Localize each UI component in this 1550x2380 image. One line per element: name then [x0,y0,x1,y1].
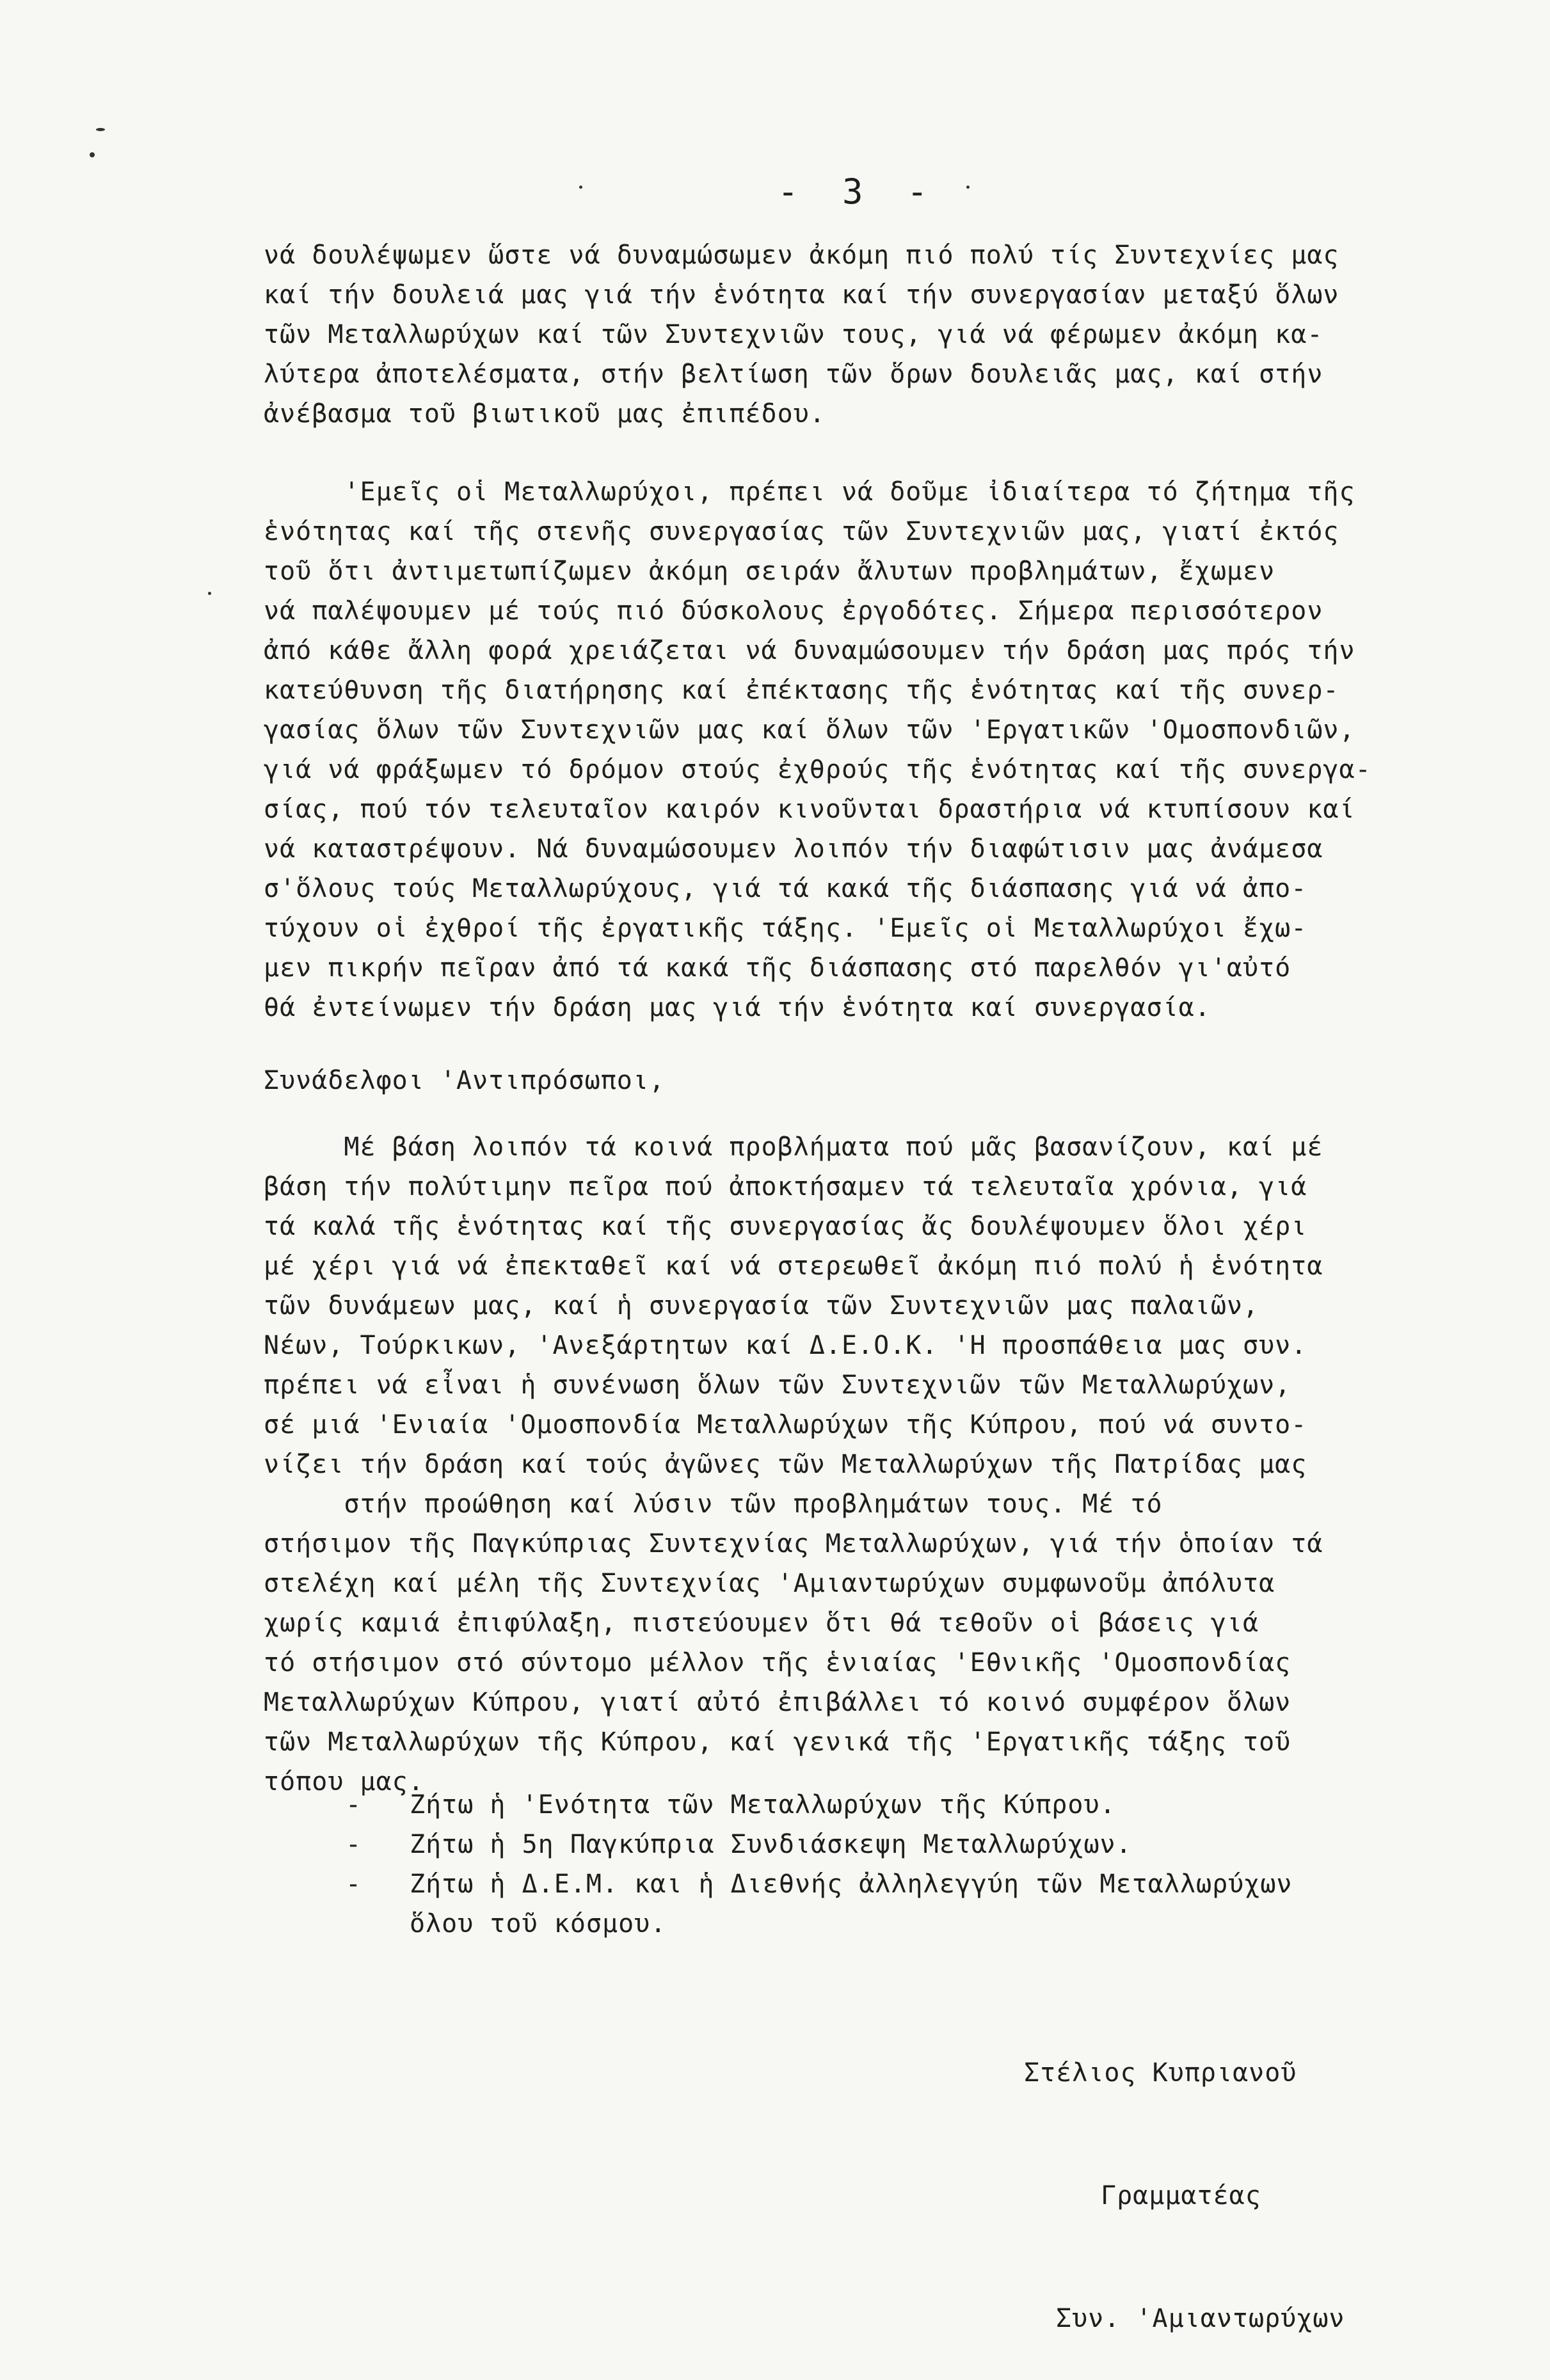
paragraph-2: 'Εμεῖς οἱ Μεταλλωρύχοι, πρέπει νά δοῦμε ἰδιαίτερα τό ζήτημα τῆς ἑνότητας καί τῆς στενῆς συνεργασίας τῶν Συντεχνιῶν μας, γιατί ἐκτός τοῦ ὅτι ἀντιμετωπίζωμεν ἀκόμη σειράν ἄλυτων προβλημάτων, ἔχωμεν νά παλέψουμεν μέ τούς πιό δύσκολους ἐργοδότες. Σήμερα περισσότερον ἀπό κάθε ἄλλη φορά χρειάζεται νά δυναμώσουμεν τήν δράση μας πρός τήν κατεύθυνση τῆς διατήρησης καί ἐπέκτασης τῆς ἑνότητας καί τῆς συνερ- γασίας ὅλων τῶν Συντεχνιῶν μας καί ὅλων τῶν 'Εργατικῶν 'Ομοσπονδιῶν, γιά νά φράξωμεν τό δρόμον στούς ἐχθρούς τῆς ἑνότητας καί τῆς συνεργα- σίας, πού τόν τελευταῖον καιρόν κινοῦνται δραστήρια νά κτυπίσουν καί νά καταστρέψουν. Νά δυναμώσουμεν λοιπόν τήν διαφώτισιν μας ἀνάμεσα σ'ὅλους τούς Μεταλλωρύχους, γιά τά κακά τῆς διάσπασης γιά νά ἀπο- τύχουν οἱ ἐχθροί τῆς ἐργατικῆς τάξης. 'Εμεῖς οἱ Μεταλλωρύχοι ἔχω- μεν πικρήν πεῖραν ἀπό τά κακά τῆς διάσπασης στό παρελθόν γι'αὐτό θά ἐντείνωμεν τήν δράση μας γιά τήν ἑνότητα καί συνεργασία. [264,477,1371,1022]
scan-speck [579,186,582,189]
scan-speck [96,128,105,131]
slogan-text: Ζήτω ἡ Δ.Ε.Μ. και ἡ Διεθνής ἀλληλεγγύη τῶν Μεταλλωρύχων ὅλου τοῦ κόσμου. [410,1869,1293,1939]
paragraph-1: νά δουλέψωμεν ὥστε νά δυναμώσωμεν ἀκόμη πιό πολύ τίς Συντεχνίες μας καί τήν δουλειά μας γιά τήν ἑνότητα καί τήν συνεργασίαν μεταξύ ὅλων τῶν Μεταλλωρύχων καί τῶν Συντεχνιῶν τους, γιά νά φέρωμεν ἀκόμη κα- λύτερα ἀποτελέσματα, στήν βελτίωση τῶν ὅρων δουλειᾶς μας, καί στήν ἀνέβασμα τοῦ βιωτικοῦ μας ἐπιπέδου. [264,241,1339,429]
slogan-dash: - [346,1790,362,1820]
page-number: - 3 - [778,171,939,212]
slogan-item [346,1785,1293,1825]
slogan-dash: - [346,1869,362,1899]
scan-speck [208,592,211,595]
signature-union: Συν. 'Αμιαντωρύχων [1056,2304,1345,2333]
paragraph-3: Μέ βάση λοιπόν τά κοινά προβλήματα πού μᾶς βασανίζουν, καί μέ βάση τήν πολύτιμην πεῖρα πού ἀποκτήσαμεν τά τελευταῖα χρόνια, γιά τά καλά τῆς ἑνότητας καί τῆς συνεργασίας ἄς δουλέψουμεν ὅλοι χέρι μέ χέρι γιά νά ἐπεκταθεῖ καί νά στερεωθεῖ ἀκόμη πιό πολύ ἡ ἑνότητα τῶν δυνάμεων μας, καί ἡ συνεργασία τῶν Συντεχνιῶν μας παλαιῶν, Νέων, Τούρκικων, 'Ανεξάρτητων καί Δ.Ε.Ο.Κ. 'Η προσπάθεια μας συν. πρέπει νά εἶναι ἡ συνένωση ὅλων τῶν Συντεχνιῶν τῶν Μεταλλωρύχων, σέ μιά 'Ενιαία 'Ομοσπονδία Μεταλλωρύχων τῆς Κύπρου, πού νά συντο- νίζει τήν δράση καί τούς ἀγῶνες τῶν Μεταλλωρύχων τῆς Πατρίδας μας στήν προώθηση καί λύσιν τῶν προβλημάτων τους. Μέ τό στήσιμον τῆς Παγκύπριας Συντεχνίας Μεταλλωρύχων, γιά τήν ὁποίαν τά στελέχη καί μέλη τῆς Συντεχνίας 'Αμιαντωρύχων συμφωνοῦμ ἀπόλυτα χωρίς καμιά ἐπιφύλαξη, πιστεύουμεν ὅτι θά τεθοῦν οἱ βάσεις γιά τό στήσιμον στό σύντομο μέλλον τῆς ἑνιαίας 'Εθνικῆς 'Ομοσπονδίας Μεταλλωρύχων Κύπρου, γιατί αὐτό ἐπιβάλλει τό κοινό συμφέρον ὅλων τῶν Μεταλλωρύχων τῆς Κύπρου, καί γενικά τῆς 'Εργατικῆς τάξης τοῦ τόπου μας. [264,1132,1323,1797]
signature-block [1011,1971,1345,2380]
signature-title: Γραμματέας [1101,2181,1261,2210]
scan-speck [966,186,970,189]
signature-name: Στέλιος Κυπριανοῦ [1024,2058,1297,2088]
scan-speck [90,152,95,157]
slogan-list [346,1785,1293,1944]
slogan-dash: - [346,1830,362,1859]
slogan-text: Ζήτω ἡ 5η Παγκύπρια Συνδιάσκεψη Μεταλλωρύχων. [410,1830,1132,1859]
slogan-item [346,1864,1293,1944]
salutation: Συνάδελφοι 'Αντιπρόσωποι, [264,1066,666,1095]
slogan-item [346,1825,1293,1864]
slogan-text: Ζήτω ἡ 'Ενότητα τῶν Μεταλλωρύχων τῆς Κύπρου. [410,1790,1116,1820]
